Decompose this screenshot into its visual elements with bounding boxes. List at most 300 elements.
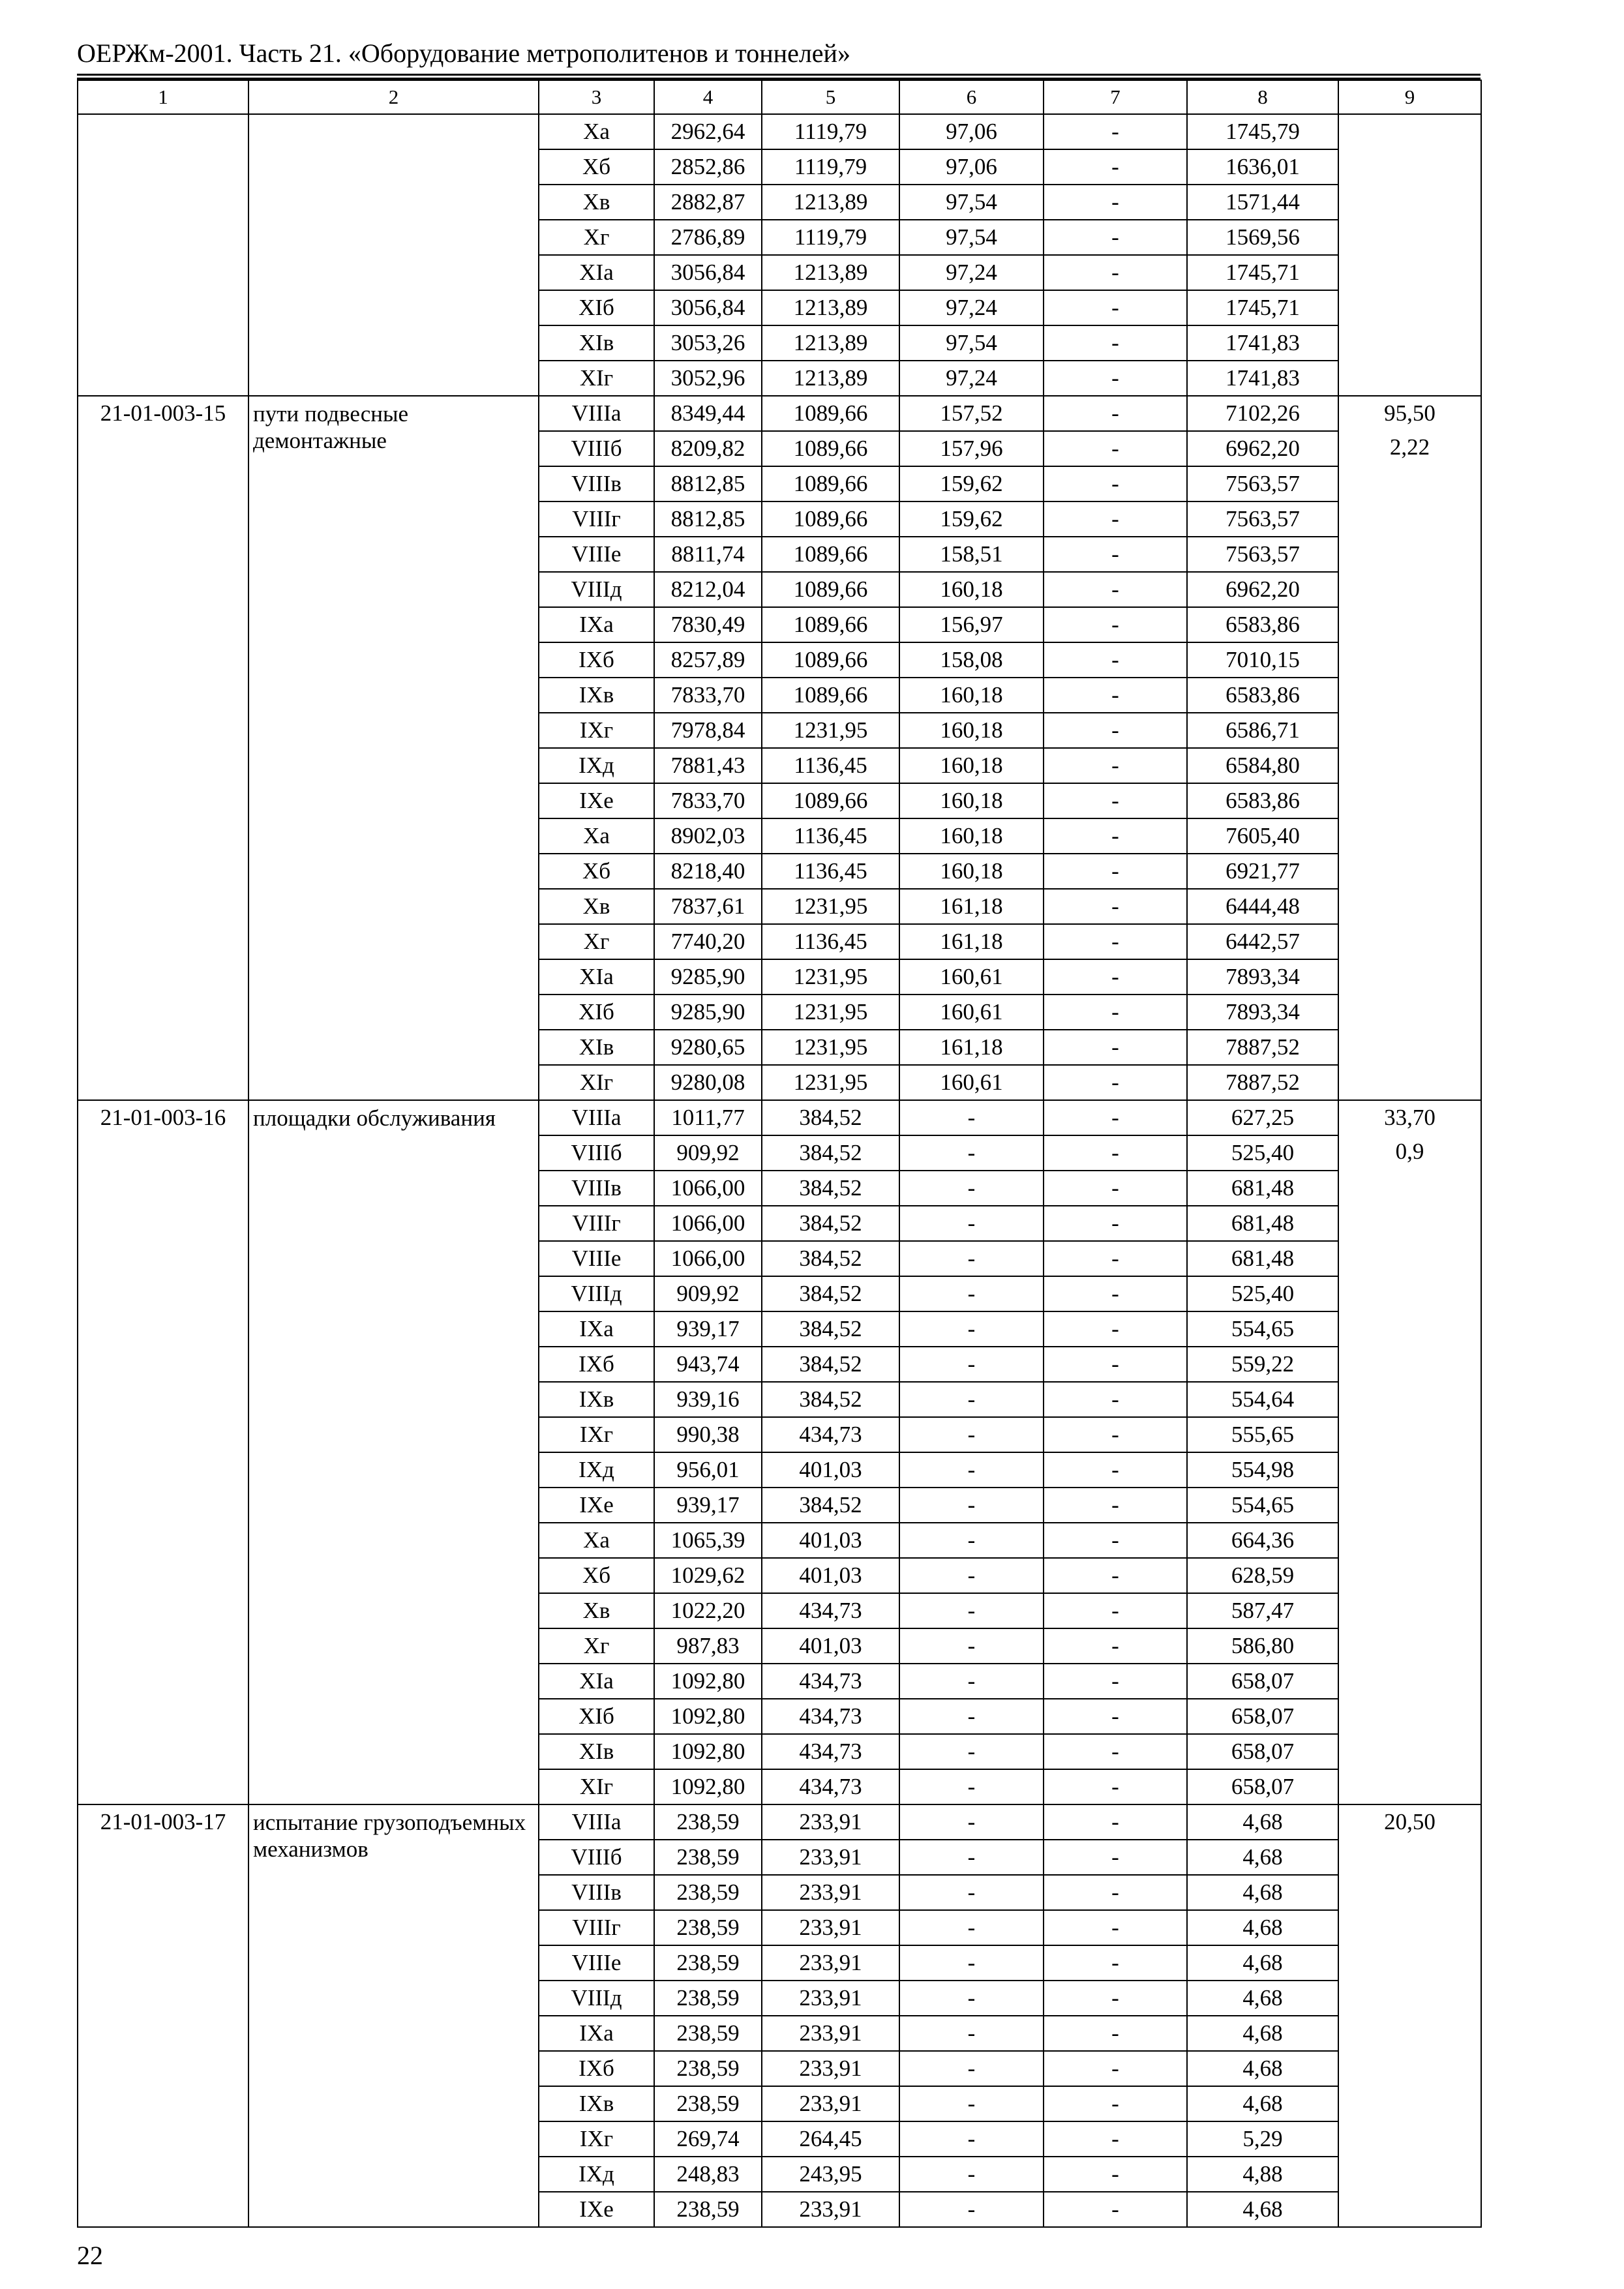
materials-cell: 681,48 [1187,1171,1338,1206]
machines-cell: - [899,1558,1044,1593]
materials-cell: 554,64 [1187,1382,1338,1417]
machinist-wages-cell: - [1044,537,1187,572]
materials-cell: 7887,52 [1187,1065,1338,1100]
machinist-wages-cell: - [1044,114,1187,149]
zone-cell: VIIIe [539,537,654,572]
total-cost-cell: 238,59 [654,1981,762,2016]
machinist-wages-cell: - [1044,325,1187,361]
machinist-wages-cell: - [1044,1910,1187,1945]
materials-cell: 7605,40 [1187,818,1338,854]
wages-cell: 1136,45 [762,818,899,854]
machinist-wages-cell: - [1044,1276,1187,1311]
zone-cell: VIIIa [539,396,654,431]
materials-cell: 554,98 [1187,1452,1338,1488]
machines-cell: 161,18 [899,924,1044,959]
item-code-cell [78,114,248,396]
total-cost-cell: 2882,87 [654,185,762,220]
total-cost-cell: 909,92 [654,1135,762,1171]
machines-cell: 160,61 [899,995,1044,1030]
machines-cell: 161,18 [899,1030,1044,1065]
total-cost-cell: 909,92 [654,1276,762,1311]
materials-cell: 555,65 [1187,1417,1338,1452]
machines-cell: 158,08 [899,642,1044,678]
zone-cell: VIIIд [539,572,654,607]
labor-cell [1338,1804,1481,2227]
zone-cell: IXв [539,2086,654,2121]
machines-cell: - [899,2086,1044,2121]
zone-cell: Xa [539,114,654,149]
wages-cell: 384,52 [762,1100,899,1135]
total-cost-cell: 1029,62 [654,1558,762,1593]
materials-cell: 6586,71 [1187,713,1338,748]
machines-cell: 158,51 [899,537,1044,572]
machines-cell: 160,18 [899,748,1044,783]
wages-cell: 1136,45 [762,854,899,889]
zone-cell: IXe [539,783,654,818]
wages-cell: 384,52 [762,1206,899,1241]
machines-cell: 97,24 [899,290,1044,325]
total-cost-cell: 248,83 [654,2157,762,2192]
machinist-wages-cell: - [1044,1558,1187,1593]
total-cost-cell: 943,74 [654,1347,762,1382]
materials-cell: 7563,57 [1187,537,1338,572]
zone-cell: IXa [539,1311,654,1347]
column-number-9: 9 [1338,80,1481,114]
wages-cell: 1089,66 [762,466,899,501]
total-cost-cell: 8209,82 [654,431,762,466]
table-row [78,1804,1481,1840]
total-cost-cell: 8812,85 [654,501,762,537]
materials-cell: 4,68 [1187,2016,1338,2051]
zone-cell: Xв [539,1593,654,1628]
machines-cell: - [899,1769,1044,1804]
machinist-wages-cell: - [1044,642,1187,678]
materials-cell: 1745,71 [1187,290,1338,325]
wages-cell: 233,91 [762,1981,899,2016]
machines-cell: 160,61 [899,959,1044,995]
machines-cell: - [899,1593,1044,1628]
wages-cell: 434,73 [762,1417,899,1452]
zone-cell: VIIIв [539,1171,654,1206]
zone-cell: IXe [539,1488,654,1523]
wages-cell: 384,52 [762,1347,899,1382]
total-cost-cell: 7978,84 [654,713,762,748]
wages-cell: 1231,95 [762,1030,899,1065]
zone-cell: XIб [539,290,654,325]
wages-cell: 264,45 [762,2121,899,2157]
machinist-wages-cell: - [1044,2086,1187,2121]
machines-cell: 160,18 [899,572,1044,607]
machines-cell: 157,52 [899,396,1044,431]
machines-cell: - [899,1382,1044,1417]
machinist-wages-cell: - [1044,361,1187,396]
labor-machinists-value: 2,22 [1389,434,1430,460]
materials-cell: 628,59 [1187,1558,1338,1593]
header-rule-top [77,74,1481,76]
zone-cell: IXa [539,607,654,642]
total-cost-cell: 1065,39 [654,1523,762,1558]
zone-cell: VIIIб [539,431,654,466]
zone-cell: VIIIб [539,1840,654,1875]
materials-cell: 4,68 [1187,1804,1338,1840]
total-cost-cell: 7881,43 [654,748,762,783]
materials-cell: 1745,71 [1187,255,1338,290]
materials-cell: 4,68 [1187,2086,1338,2121]
item-name-cell: площадки обслуживания [248,1100,539,1804]
machines-cell: - [899,1311,1044,1347]
machines-cell: 156,97 [899,607,1044,642]
total-cost-cell: 9285,90 [654,959,762,995]
materials-cell: 6921,77 [1187,854,1338,889]
total-cost-cell: 3052,96 [654,361,762,396]
machinist-wages-cell: - [1044,396,1187,431]
zone-cell: XIб [539,995,654,1030]
table-row [78,396,1481,431]
machinist-wages-cell: - [1044,1628,1187,1664]
machines-cell: - [899,2016,1044,2051]
zone-cell: Xб [539,149,654,185]
zone-cell: VIIIг [539,1206,654,1241]
total-cost-cell: 1011,77 [654,1100,762,1135]
materials-cell: 7102,26 [1187,396,1338,431]
machinist-wages-cell: - [1044,854,1187,889]
table-body [78,80,1481,2227]
total-cost-cell: 9285,90 [654,995,762,1030]
machinist-wages-cell: - [1044,1206,1187,1241]
materials-cell: 6583,86 [1187,783,1338,818]
wages-cell: 1119,79 [762,114,899,149]
total-cost-cell: 1092,80 [654,1699,762,1734]
machinist-wages-cell: - [1044,431,1187,466]
total-cost-cell: 238,59 [654,1910,762,1945]
wages-cell: 233,91 [762,2016,899,2051]
machinist-wages-cell: - [1044,1699,1187,1734]
zone-cell: XIб [539,1699,654,1734]
wages-cell: 384,52 [762,1135,899,1171]
zone-cell: VIIIб [539,1135,654,1171]
total-cost-cell: 8218,40 [654,854,762,889]
machinist-wages-cell: - [1044,1382,1187,1417]
zone-cell: IXб [539,1347,654,1382]
machinist-wages-cell: - [1044,748,1187,783]
wages-cell: 1089,66 [762,607,899,642]
column-number-8: 8 [1187,80,1338,114]
machinist-wages-cell: - [1044,149,1187,185]
materials-cell: 7893,34 [1187,959,1338,995]
labor-workers-value: 33,70 [1384,1105,1436,1130]
total-cost-cell: 8257,89 [654,642,762,678]
zone-cell: Xa [539,818,654,854]
machines-cell: - [899,2157,1044,2192]
machines-cell: 97,54 [899,325,1044,361]
machines-cell: 159,62 [899,466,1044,501]
machines-cell: - [899,2192,1044,2227]
machines-cell: - [899,2051,1044,2086]
wages-cell: 1213,89 [762,325,899,361]
wages-cell: 233,91 [762,1910,899,1945]
total-cost-cell: 1092,80 [654,1664,762,1699]
machines-cell: 97,24 [899,255,1044,290]
machinist-wages-cell: - [1044,1769,1187,1804]
materials-cell: 4,68 [1187,1910,1338,1945]
machines-cell: - [899,1417,1044,1452]
wages-cell: 1136,45 [762,924,899,959]
materials-cell: 681,48 [1187,1206,1338,1241]
total-cost-cell: 8212,04 [654,572,762,607]
materials-cell: 7563,57 [1187,466,1338,501]
machinist-wages-cell: - [1044,1347,1187,1382]
total-cost-cell: 238,59 [654,1840,762,1875]
machinist-wages-cell: - [1044,2121,1187,2157]
labor-machinists-value: 0,9 [1395,1139,1424,1164]
machines-cell: - [899,1206,1044,1241]
machines-cell: - [899,1628,1044,1664]
materials-cell: 587,47 [1187,1593,1338,1628]
total-cost-cell: 2786,89 [654,220,762,255]
materials-cell: 6583,86 [1187,607,1338,642]
machines-cell: - [899,2121,1044,2157]
machines-cell: - [899,1241,1044,1276]
item-name-cell [248,114,539,396]
zone-cell: VIIIг [539,1910,654,1945]
zone-cell: XIв [539,1030,654,1065]
page-number: 22 [77,2241,103,2270]
materials-cell: 658,07 [1187,1769,1338,1804]
materials-cell: 1636,01 [1187,149,1338,185]
total-cost-cell: 939,16 [654,1382,762,1417]
labor-workers-value: 95,50 [1384,400,1436,426]
machinist-wages-cell: - [1044,572,1187,607]
machinist-wages-cell: - [1044,678,1187,713]
zone-cell: VIIIa [539,1100,654,1135]
item-code-cell: 21-01-003-16 [78,1100,248,1804]
machinist-wages-cell: - [1044,1452,1187,1488]
machinist-wages-cell: - [1044,466,1187,501]
machines-cell: - [899,1981,1044,2016]
wages-cell: 1231,95 [762,1065,899,1100]
zone-cell: IXe [539,2192,654,2227]
total-cost-cell: 2962,64 [654,114,762,149]
machinist-wages-cell: - [1044,255,1187,290]
table-row [78,114,1481,149]
wages-cell: 1231,95 [762,889,899,924]
wages-cell: 233,91 [762,2192,899,2227]
machinist-wages-cell: - [1044,290,1187,325]
materials-cell: 4,68 [1187,1875,1338,1910]
wages-cell: 1089,66 [762,431,899,466]
machinist-wages-cell: - [1044,713,1187,748]
zone-cell: VIIIд [539,1981,654,2016]
machinist-wages-cell: - [1044,1065,1187,1100]
materials-cell: 1741,83 [1187,361,1338,396]
zone-cell: Xг [539,1628,654,1664]
machinist-wages-cell: - [1044,924,1187,959]
wages-cell: 1089,66 [762,537,899,572]
wages-cell: 384,52 [762,1171,899,1206]
zone-cell: IXд [539,2157,654,2192]
machinist-wages-cell: - [1044,1241,1187,1276]
zone-cell: XIг [539,1065,654,1100]
wages-cell: 233,91 [762,2086,899,2121]
wages-cell: 1089,66 [762,501,899,537]
wages-cell: 1231,95 [762,995,899,1030]
zone-cell: XIa [539,255,654,290]
zone-cell: IXд [539,748,654,783]
total-cost-cell: 269,74 [654,2121,762,2157]
zone-cell: IXг [539,1417,654,1452]
total-cost-cell: 7740,20 [654,924,762,959]
machines-cell: 160,61 [899,1065,1044,1100]
materials-cell: 554,65 [1187,1311,1338,1347]
total-cost-cell: 987,83 [654,1628,762,1664]
zone-cell: VIIIa [539,1804,654,1840]
column-number-1: 1 [78,80,248,114]
materials-cell: 1571,44 [1187,185,1338,220]
total-cost-cell: 990,38 [654,1417,762,1452]
zone-cell: XIв [539,1734,654,1769]
machines-cell: - [899,1804,1044,1840]
total-cost-cell: 3056,84 [654,255,762,290]
zone-cell: VIIIг [539,501,654,537]
zone-cell: VIIIe [539,1945,654,1981]
machinist-wages-cell: - [1044,1100,1187,1135]
machines-cell: - [899,1100,1044,1135]
materials-cell: 5,29 [1187,2121,1338,2157]
wages-cell: 434,73 [762,1734,899,1769]
total-cost-cell: 939,17 [654,1488,762,1523]
total-cost-cell: 238,59 [654,2051,762,2086]
total-cost-cell: 238,59 [654,2016,762,2051]
machinist-wages-cell: - [1044,501,1187,537]
materials-cell: 627,25 [1187,1100,1338,1135]
total-cost-cell: 7830,49 [654,607,762,642]
zone-cell: Xв [539,889,654,924]
wages-cell: 1089,66 [762,572,899,607]
machinist-wages-cell: - [1044,818,1187,854]
materials-cell: 658,07 [1187,1664,1338,1699]
total-cost-cell: 1092,80 [654,1734,762,1769]
table-row [78,1100,1481,1135]
machinist-wages-cell: - [1044,1523,1187,1558]
page-header-title: ОЕРЖм-2001. Часть 21. «Оборудование метрополитенов и тоннелей» [77,38,850,68]
zone-cell: Xa [539,1523,654,1558]
machinist-wages-cell: - [1044,1734,1187,1769]
total-cost-cell: 1092,80 [654,1769,762,1804]
machines-cell: 161,18 [899,889,1044,924]
total-cost-cell: 3056,84 [654,290,762,325]
machines-cell: 160,18 [899,854,1044,889]
total-cost-cell: 8811,74 [654,537,762,572]
total-cost-cell: 1066,00 [654,1206,762,1241]
machines-cell: - [899,1523,1044,1558]
wages-cell: 233,91 [762,1840,899,1875]
machines-cell: 97,54 [899,185,1044,220]
total-cost-cell: 238,59 [654,2086,762,2121]
total-cost-cell: 8349,44 [654,396,762,431]
machinist-wages-cell: - [1044,1135,1187,1171]
wages-cell: 401,03 [762,1523,899,1558]
zone-cell: Xг [539,220,654,255]
materials-cell: 525,40 [1187,1135,1338,1171]
machinist-wages-cell: - [1044,959,1187,995]
zone-cell: IXб [539,642,654,678]
wages-cell: 401,03 [762,1452,899,1488]
materials-cell: 664,36 [1187,1523,1338,1558]
materials-cell: 6442,57 [1187,924,1338,959]
zone-cell: XIa [539,1664,654,1699]
labor-workers-value: 20,50 [1384,1809,1436,1834]
item-name-cell: испытание грузоподъемных механизмов [248,1804,539,2227]
machinist-wages-cell: - [1044,1981,1187,2016]
materials-cell: 681,48 [1187,1241,1338,1276]
total-cost-cell: 956,01 [654,1452,762,1488]
materials-cell: 6962,20 [1187,572,1338,607]
machines-cell: 97,54 [899,220,1044,255]
materials-cell: 7893,34 [1187,995,1338,1030]
total-cost-cell: 238,59 [654,1945,762,1981]
total-cost-cell: 7837,61 [654,889,762,924]
wages-cell: 401,03 [762,1628,899,1664]
materials-cell: 586,80 [1187,1628,1338,1664]
machinist-wages-cell: - [1044,995,1187,1030]
zone-cell: XIг [539,1769,654,1804]
total-cost-cell: 7833,70 [654,783,762,818]
zone-cell: XIa [539,959,654,995]
wages-cell: 1089,66 [762,678,899,713]
machinist-wages-cell: - [1044,1875,1187,1910]
zone-cell: IXб [539,2051,654,2086]
total-cost-cell: 8812,85 [654,466,762,501]
wages-cell: 384,52 [762,1488,899,1523]
machines-cell: 97,06 [899,149,1044,185]
machines-cell: - [899,1135,1044,1171]
item-code-cell: 21-01-003-17 [78,1804,248,2227]
wages-cell: 233,91 [762,2051,899,2086]
machinist-wages-cell: - [1044,1945,1187,1981]
wages-cell: 1089,66 [762,783,899,818]
labor-cell [1338,114,1481,396]
machines-cell: 160,18 [899,783,1044,818]
machines-cell: - [899,1875,1044,1910]
wages-cell: 1089,66 [762,396,899,431]
labor-cell [1338,396,1481,1100]
machines-cell: 159,62 [899,501,1044,537]
machines-cell: - [899,1452,1044,1488]
materials-cell: 4,68 [1187,2051,1338,2086]
machines-cell: - [899,1664,1044,1699]
price-table [77,80,1482,2228]
column-number-2: 2 [248,80,539,114]
wages-cell: 1136,45 [762,748,899,783]
zone-cell: VIIIд [539,1276,654,1311]
materials-cell: 4,68 [1187,1945,1338,1981]
zone-cell: IXв [539,1382,654,1417]
machinist-wages-cell: - [1044,1804,1187,1840]
zone-cell: VIIIв [539,1875,654,1910]
column-number-7: 7 [1044,80,1187,114]
total-cost-cell: 2852,86 [654,149,762,185]
total-cost-cell: 8902,03 [654,818,762,854]
zone-cell: IXг [539,713,654,748]
machinist-wages-cell: - [1044,1593,1187,1628]
column-number-5: 5 [762,80,899,114]
zone-cell: IXд [539,1452,654,1488]
materials-cell: 1569,56 [1187,220,1338,255]
zone-cell: XIв [539,325,654,361]
zone-cell: XIг [539,361,654,396]
materials-cell: 559,22 [1187,1347,1338,1382]
total-cost-cell: 9280,65 [654,1030,762,1065]
